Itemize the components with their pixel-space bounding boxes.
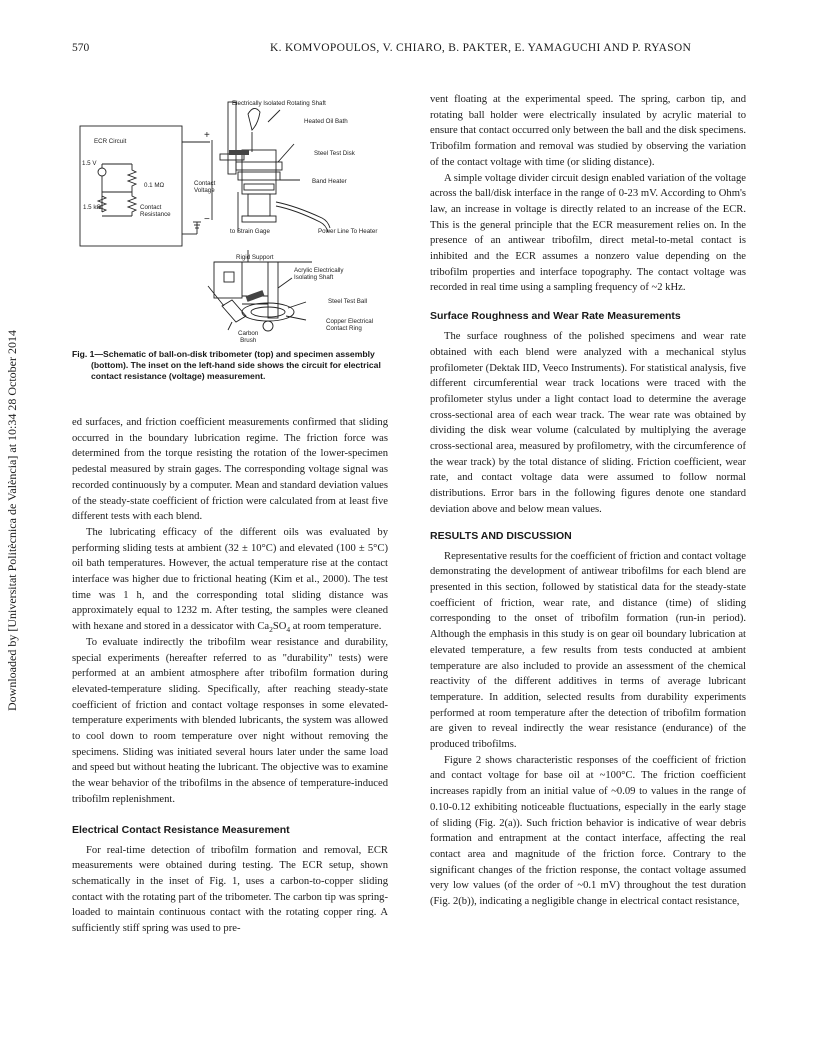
left-column (72, 415, 388, 937)
steel-ball (263, 321, 273, 331)
left-paragraph-4: For real-time detection of tribofilm formation and removal, ECR measurements were obtained during testing. The ECR setup, shown schematically in the inset of Fig. 1, uses a carbon-to-copper sliding contact with the rotating part of the tribometer. The carbon tip was spring-loaded to maintain continuous contact with the rotating copper ring. A sufficiently stiff spring was used to pre- (72, 844, 388, 935)
label-1-5-kohm: 1.5 kΩ (83, 204, 102, 211)
resistor-0-1-mohm (128, 164, 136, 192)
right-paragraph-1: vent floating at the experimental speed. The spring, carbon tip, and rotating ball holder were electrically insulated by acrylic material to ensure that contact occurred only between the ball and the disk specimens. Tribofilm formation and removal was studied by observing the variation of the contact voltage with time (or sliding distance). (430, 94, 746, 168)
tribometer-diagram (72, 92, 388, 347)
left-paragraph-3: To evaluate indirectly the tribofilm wear resistance and durability, special experiments (hereafter referred to as "durability" tests) were performed at an ambient atmosphere after tribofilm formation during elevated-temperature sliding. Specifically, after reaching steady-state coefficient of friction and contact voltage responses in some elevated-temperature experiments with blended lubricants, the system was allowed to cool down to room temperature over night without removing the specimens. Sliding was initiated several hours later under the same load and speed but without heating the lubricant. The objective was to examine the wear behavior of the tribofilms in the absence of temperature-induced tribofilm replenishment. (72, 636, 388, 805)
heading-results-discussion: RESULTS AND DISCUSSION (430, 529, 572, 542)
label-rotating-shaft: Electrically Isolated Rotating Shaft (232, 100, 326, 107)
page-number: 570 (72, 42, 90, 54)
rotating-shaft (228, 102, 236, 174)
right-paragraph-2: A simple voltage divider circuit design enabled variation of the voltage across the ball/disk interface in the range of 0-23 mV. According to Ohm's law, an increase in voltage is directly related to an increase of the ECR. This is the general principle that the ECR measurement relies on. In the presence of an antiwear tribofilm, direct metal-to-metal contact is inhibited and the ECR assumes a nonzero value depending on the tribofilm properties and interface topography. The contact voltage was recorded in real time using a sampling frequency of ~2 kHz. (430, 172, 746, 294)
label-strain-gage: to Strain Gage (230, 228, 270, 235)
heading-surface-roughness: Surface Roughness and Wear Rate Measurements (430, 310, 681, 323)
label-copper-ring: Copper Electrical Contact Ring (326, 318, 374, 332)
running-head-authors: K. KOMVOPOULOS, V. CHIARO, B. PAKTER, E. YAMAGUCHI AND P. RYASON (270, 42, 692, 54)
label-power-line: Power Line To Heater (318, 228, 378, 235)
heater-band-dark (229, 150, 249, 155)
right-paragraph-3: The surface roughness of the polished specimens and wear rate obtained with each blend were analyzed with a mechanical stylus profilometer (Dektak IID, Veeco Instruments). For statistical analysis, five different circumferential wear track locations were traced with the profilometer stylus under a light contact load to determine the average cross-sectional area of each wear track. The wear rate was obtained by dividing the disk wear volume (calculated by multiplying the average cross-sectional area, measured by profilometry, with the circumference of the wear track) by the total distance of sliding. Friction coefficient, wear rate, and contact voltage data were assumed to follow normal distributions. Error bars in the following figures denote one standard deviation above and below mean values. (430, 331, 746, 515)
caption-lead: Fig. 1— (72, 349, 104, 359)
label-carbon-brush: Carbon Brush (238, 330, 259, 344)
label-acrylic-shaft: Acrylic Electrically Isolating Shaft (294, 267, 344, 281)
left-paragraph-1: ed surfaces, and friction coefficient measurements confirmed that sliding occurred in the boundary lubrication regime. The friction force was determined from the torque resisting the rotation of the lower-specimen pedestal measured by strain gages. The corresponding voltage signal was recorded continuously by a computer. Mean and standard deviation values of the steady-state coefficient of friction were calculated from at least five different tests with each blend. (72, 417, 388, 523)
label-band-heater: Band Heater (312, 178, 347, 185)
label-contact-voltage: Contact Voltage (194, 180, 216, 194)
caption-text: Schematic of ball-on-disk tribometer (top) and specimen assembly (bottom). The inset on the left-hand side shows the circuit for electrical contact resistance (voltage) measurement. (91, 349, 381, 381)
label-rigid-support: Rigid Support (236, 254, 274, 261)
label-1-5v: 1.5 V (82, 160, 97, 167)
right-paragraph-4: Representative results for the coefficient of friction and contact voltage demonstrating the development of antiwear tribofilms for each blend are presented in this section, followed by statistical data for the steady-state coefficient of friction, wear rate, and distance (time) of sliding corresponding to the onset of tribofilm formation (run-in period). Although the emphasis in this study is on gear oil boundary lubrication at elevated temperature, a few results from tests conducted at ambient temperature are also included to provide an assessment of the chemical reactivity of the different additives in terms of average lubricant temperature. In addition, selected results from durability experiments performed at room temperature after the detection of tribofilm formation are given to reveal indirectly the wear resistance (endurance) of the produced tribofilms. (430, 550, 746, 751)
resistor-contact (128, 192, 136, 216)
acrylic-shaft (268, 262, 278, 318)
right-column (430, 92, 746, 910)
label-contact-resistance: Contact Resistance (140, 204, 171, 218)
label-minus: − (204, 214, 210, 225)
figure-1-caption (72, 349, 407, 382)
label-steel-disk: Steel Test Disk (314, 150, 355, 157)
left-paragraph-2: The lubricating efficacy of the different oils was evaluated by performing sliding tests at ambient (32 ± 10°C) and elevated (100 ± 5°C) oil bath temperatures. However, the actual temperature rise at the contact interface was higher due to frictional heating (Kim et al., 2000). The test time was 1 h, and the corresponding total sliding distance was approximately equal to 1232 m. After testing, the samples were cleaned with hexane and stored in a dessicator with $Ca_2SO_4$ at room temperature. (72, 526, 388, 635)
download-watermark: Downloaded by [Universitat Politècnica de València] at 10:34 28 October 2014 (5, 329, 19, 711)
heading-ecr-measurement: Electrical Contact Resistance Measurement (72, 823, 290, 836)
rigid-support-block (214, 262, 242, 298)
page-header (72, 42, 748, 58)
label-oil-bath: Heated Oil Bath (304, 118, 348, 125)
label-steel-ball: Steel Test Ball (328, 298, 368, 305)
label-ecr-circuit: ECR Circuit (94, 138, 127, 145)
battery-symbol (98, 168, 106, 176)
label-0-1-mohm: 0.1 MΩ (144, 182, 165, 189)
label-plus: + (204, 130, 210, 141)
right-paragraph-5: Figure 2 shows characteristic responses of the coefficient of friction and contact voltage for base oil at ~100°C. The friction coefficient increases rapidly from an initial value of ~0.09 to values in the range of 0.10-0.12 exhibiting noticeable fluctuations, especially in the early stage of sliding (Fig. 2(a)). Such friction behavior is indicative of wear debris formation and entrapment at the contact interface, affecting the real contact area and magnitude of the friction force. Contrary to the significant changes of the friction response, the contact voltage assumed very low values (of the order of ~0.1 mV) throughout the test duration (Fig. 2(b)), indicating a negligible change in electrical contact resistance, (430, 754, 746, 908)
